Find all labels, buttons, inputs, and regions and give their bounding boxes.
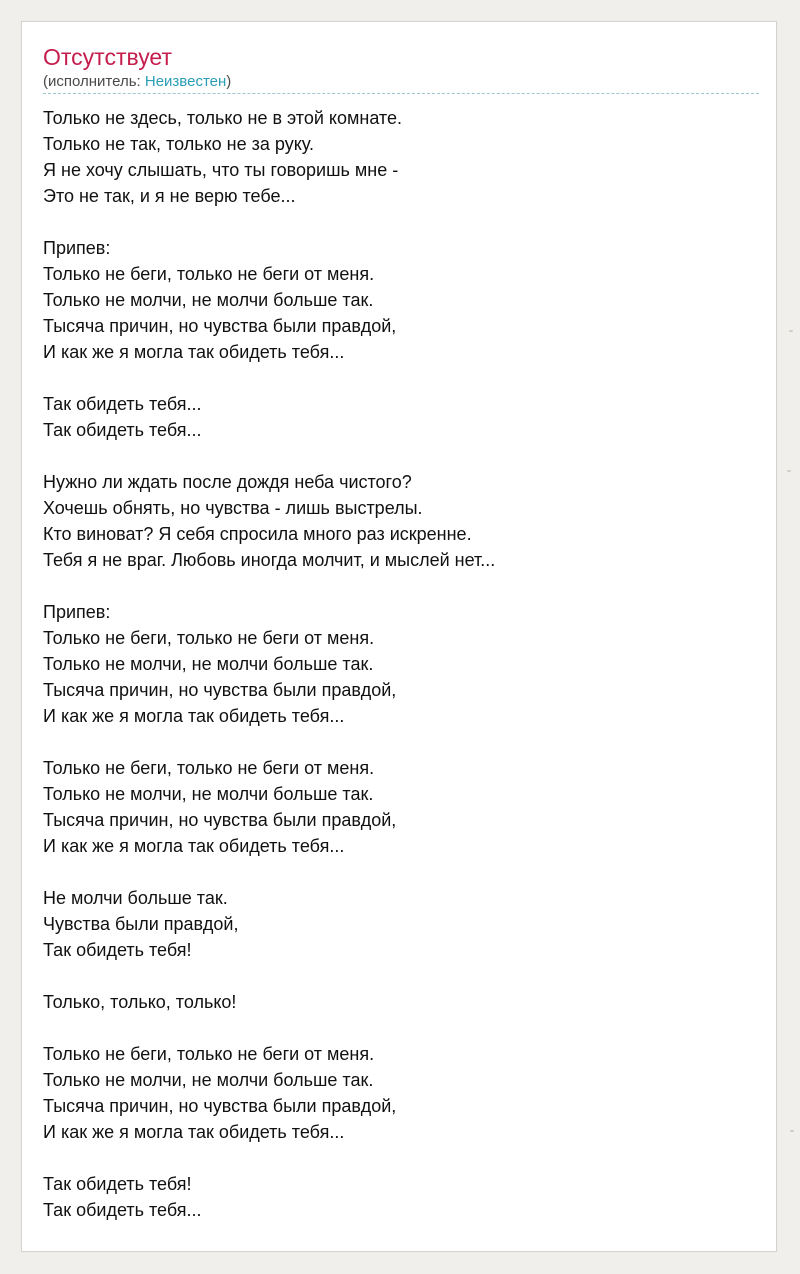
lyric-line: Только не молчи, не молчи больше так.: [43, 1070, 374, 1090]
lyric-line: Так обидеть тебя!: [43, 940, 192, 960]
lyric-line: Кто виноват? Я себя спросила много раз искренне.: [43, 524, 472, 544]
lyric-line: Я не хочу слышать, что ты говоришь мне -: [43, 160, 399, 180]
lyric-blank-line: [43, 963, 759, 989]
lyric-line: Тебя я не враг. Любовь иногда молчит, и мыслей нет...: [43, 550, 496, 570]
lyric-blank-line: [43, 365, 759, 391]
artist-link[interactable]: Неизвестен: [144, 73, 227, 90]
lyric-line: Только не здесь, только не в этой комнате.: [43, 108, 402, 128]
artist-suffix: ): [226, 73, 232, 90]
lyric-line: Только не так, только не за руку.: [43, 134, 314, 154]
lyric-blank-line: [43, 729, 759, 755]
background-speck: [790, 1130, 794, 1132]
lyric-line: Хочешь обнять, но чувства - лишь выстрелы.: [43, 498, 423, 518]
lyric-blank-line: [43, 573, 759, 599]
lyric-line: Припев:: [43, 238, 111, 258]
lyric-line: Тысяча причин, но чувства были правдой,: [43, 680, 397, 700]
lyric-line: Только не молчи, не молчи больше так.: [43, 654, 374, 674]
lyric-line: И как же я могла так обидеть тебя...: [43, 342, 345, 362]
lyric-line: Только не молчи, не молчи больше так.: [43, 290, 374, 310]
lyric-blank-line: [43, 859, 759, 885]
lyric-line: Не молчи больше так.: [43, 888, 228, 908]
lyric-line: Только, только, только!: [43, 992, 237, 1012]
lyric-blank-line: [43, 443, 759, 469]
lyric-line: Только не беги, только не беги от меня.: [43, 264, 375, 284]
lyric-line: И как же я могла так обидеть тебя...: [43, 1122, 345, 1142]
lyric-line: Это не так, и я не верю тебе...: [43, 186, 296, 206]
lyric-blank-line: [43, 1015, 759, 1041]
lyric-blank-line: [43, 209, 759, 235]
lyric-line: Только не беги, только не беги от меня.: [43, 628, 375, 648]
artist-line: [43, 73, 231, 91]
title-divider: [43, 93, 759, 94]
lyric-line: И как же я могла так обидеть тебя...: [43, 706, 345, 726]
lyric-line: Чувства были правдой,: [43, 914, 239, 934]
lyric-blank-line: [43, 1145, 759, 1171]
lyric-line: Так обидеть тебя...: [43, 394, 202, 414]
lyric-line: Тысяча причин, но чувства были правдой,: [43, 316, 397, 336]
background-speck: [789, 330, 793, 332]
lyric-line: Так обидеть тебя...: [43, 420, 202, 440]
lyric-line: Только не молчи, не молчи больше так.: [43, 784, 374, 804]
lyric-line: Припев:: [43, 602, 111, 622]
lyrics-card: [21, 21, 777, 1252]
lyric-line: Только не беги, только не беги от меня.: [43, 758, 375, 778]
lyric-line: Так обидеть тебя...: [43, 1200, 202, 1220]
lyrics-text: [43, 105, 759, 1223]
background-speck: [787, 470, 791, 472]
song-title: Отсутствует: [43, 44, 172, 70]
lyric-line: Тысяча причин, но чувства были правдой,: [43, 1096, 397, 1116]
lyric-line: Только не беги, только не беги от меня.: [43, 1044, 375, 1064]
lyric-line: Нужно ли ждать после дождя неба чистого?: [43, 472, 412, 492]
lyric-line: Тысяча причин, но чувства были правдой,: [43, 810, 397, 830]
artist-prefix: (исполнитель:: [43, 73, 145, 90]
lyric-line: И как же я могла так обидеть тебя...: [43, 836, 345, 856]
lyric-line: Так обидеть тебя!: [43, 1174, 192, 1194]
